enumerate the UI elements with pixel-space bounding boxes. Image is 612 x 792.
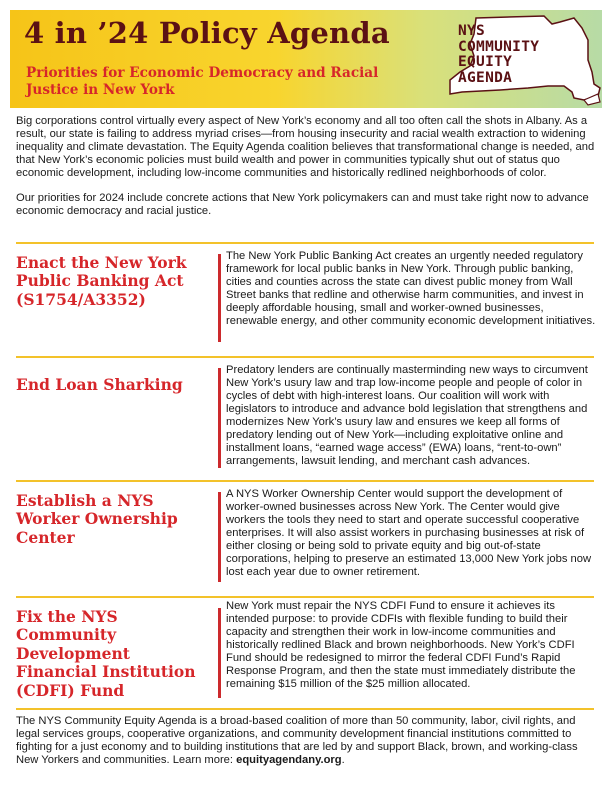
section-bar	[218, 492, 221, 582]
priority-body: New York must repair the NYS CDFI Fund to ensure it achieves its intended purpose: to provide CDFIs with flexible funding to build their capacity and strengthen their work in low-income communities and historically redlined Black and brown neighborhoods. New York’s CDFI Fund should be redesigned to mirror the federal CDFI Fund’s Rapid Response Program, and then the state must immediately distribute the remaining $15 million of the $25 million allocated.	[226, 600, 576, 690]
priority-heading: Enact the New York Public Banking Act (S1754/A3352)	[16, 253, 187, 309]
priority-body: Predatory lenders are continually masterminding new ways to circumvent New York’s usury law and trap low-income people and people of color in cycles of debt with high-interest loans. Our coalition will work with legislators to introduce and advance bold legislation that strengthens and modernizes New York’s usury law and ensures we keep all forms of predatory lending out of New York—including exploitative online and installment loans, “earned wage access” (EWA) loans, “rent-to-own” arrangements, lawsuit lending, and merchant cash advances.	[226, 364, 588, 467]
nys-community-equity-agenda-logo	[448, 14, 602, 108]
priority-body: The New York Public Banking Act creates an urgently needed regulatory framework for local public banks in New York. Through public banking, cities and counties across the state can divest public money from Wall Street banks that redline and otherwise harm communities, and invest in deeply affordable housing, small and worker-owned businesses, renewable energy, and other community economic development initiatives.	[226, 250, 596, 327]
priority-cdfi-fund	[16, 600, 596, 706]
intro-paragraph-1: Big corporations control virtually every aspect of New York’s economy and all too often call the shots in Albany. As a result, our state is failing to address myriad crises—from housing insecurity and racial wealth extraction to widening inequality and climate devastation. The Equity Agenda coalition believes that transformational change is needed, and that New York’s economic policies must build wealth and power in communities typically shut out of status quo economic development, including low-income communities and historically redlined neighborhoods of color.	[16, 115, 595, 179]
footer-text	[16, 715, 596, 767]
priority-heading: Establish a NYS Worker Ownership Center	[16, 491, 178, 547]
intro-text	[16, 115, 602, 230]
footer-description: The NYS Community Equity Agenda is a broad-based coalition of more than 50 community, labor, civil rights, and legal services groups, cooperative organizations, and community development financial institutions committed to fighting for a just economy and to building institutions that are led by and support Black, brown, and working-class New Yorkers and communities. Learn more:	[16, 715, 578, 766]
footer-period: .	[341, 754, 345, 766]
priority-body: A NYS Worker Ownership Center would support the development of worker-owned businesses across New York. The Center would give workers the tools they need to start and operate successful cooperative enterprises. It will also assist workers in purchasing businesses at risk of either closing or being sold to private equity and big out-of-state corporations, helping to preserve an estimated 13,000 New York jobs now lost each year due to owner retirement.	[226, 488, 592, 578]
section-divider	[16, 708, 594, 710]
section-divider	[16, 242, 594, 244]
website-link[interactable]: equityagendany.org	[236, 754, 342, 766]
priority-worker-ownership	[16, 484, 596, 594]
section-bar	[218, 368, 221, 468]
intro-paragraph-2: Our priorities for 2024 include concrete actions that New York policymakers can and must take right now to advance economic democracy and racial justice.	[16, 192, 589, 217]
priority-heading: Fix the NYS Community Development Financial Institution (CDFI) Fund	[16, 607, 196, 700]
priority-public-banking	[16, 246, 596, 350]
logo-line-2: COMMUNITY	[458, 38, 540, 55]
priority-heading: End Loan Sharking	[16, 375, 183, 394]
logo-line-1: NYS	[458, 23, 486, 39]
logo-line-4: AGENDA	[458, 69, 513, 86]
header-banner	[10, 10, 602, 108]
section-divider	[16, 480, 594, 482]
section-divider	[16, 596, 594, 598]
page-subtitle: Priorities for Economic Democracy and Racial Justice in New York	[26, 65, 379, 98]
section-bar	[218, 254, 221, 342]
page-title: 4 in ’24 Policy Agenda	[24, 16, 390, 50]
section-divider	[16, 356, 594, 358]
section-bar	[218, 608, 221, 698]
priority-loan-sharking	[16, 360, 596, 478]
logo-line-3: EQUITY	[458, 54, 513, 70]
